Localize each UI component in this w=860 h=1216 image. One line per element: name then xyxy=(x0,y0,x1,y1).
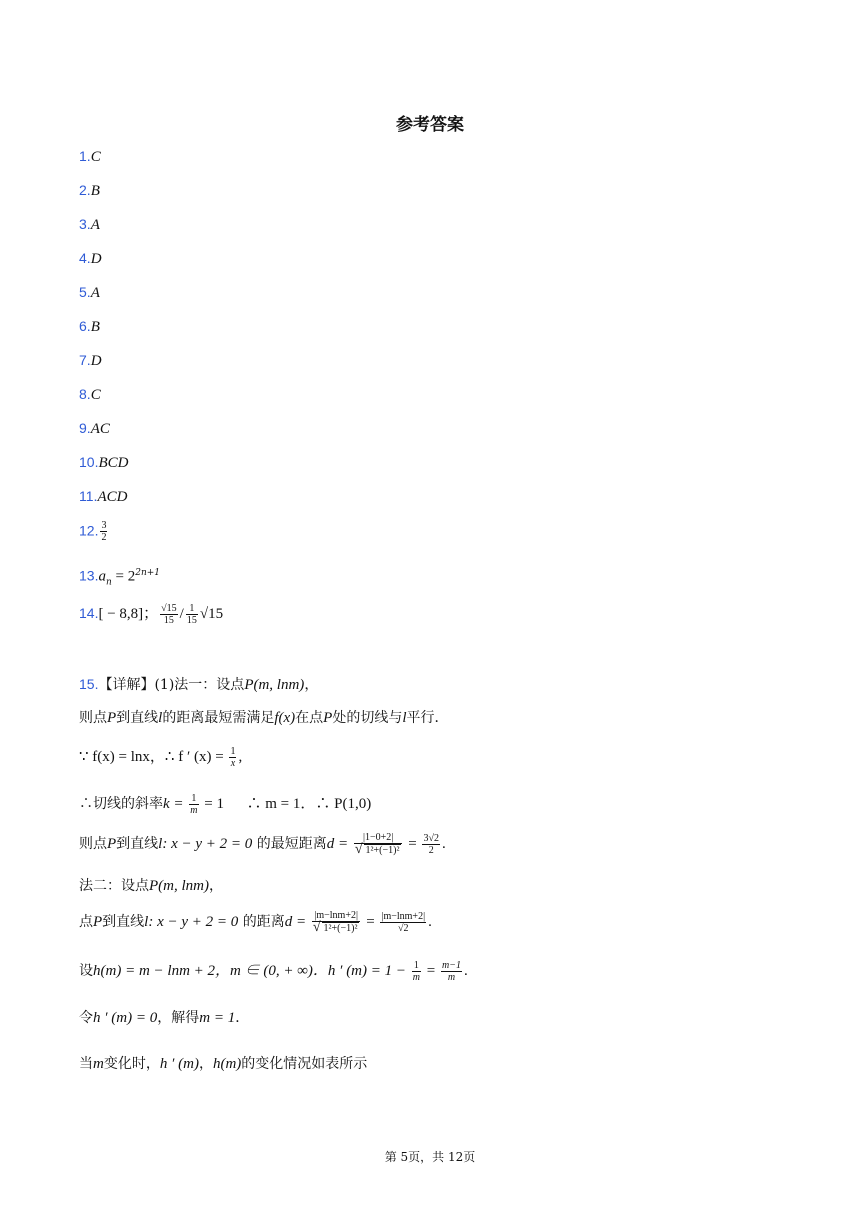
q15-line-1 xyxy=(79,674,318,694)
fraction xyxy=(354,832,403,856)
text: ∴切线的斜率 xyxy=(79,796,163,812)
denominator: 15 xyxy=(186,614,197,626)
text: 到直线 xyxy=(116,836,159,852)
answer-value: C xyxy=(90,149,101,165)
text: 在点 xyxy=(295,710,324,726)
text: ，解得 xyxy=(157,1010,200,1026)
text: 的距离最短需满足 xyxy=(162,710,275,726)
text: 则点 xyxy=(79,710,107,726)
q15-line-8 xyxy=(79,956,468,986)
q15-line-2 xyxy=(79,708,449,728)
text: 令 xyxy=(79,1010,93,1026)
text: 法二：设点 xyxy=(79,878,149,894)
answer-number: 2. xyxy=(79,182,91,198)
numerator: √15 xyxy=(161,602,177,614)
text: 当 xyxy=(79,1056,93,1072)
answer-item xyxy=(79,418,110,438)
math: l xyxy=(158,710,163,726)
fraction xyxy=(380,911,426,934)
fraction xyxy=(229,746,236,769)
sequence-term: a xyxy=(98,568,106,585)
answer-value: AC xyxy=(90,421,110,437)
answer-number: 8. xyxy=(79,386,91,402)
sqrt-sign: √ xyxy=(312,920,321,935)
math: l: x − y + 2 = 0 xyxy=(144,914,239,930)
subscript: n xyxy=(105,577,112,588)
math: . xyxy=(463,963,468,979)
math: P xyxy=(107,836,117,852)
answer-value: BCD xyxy=(98,455,129,471)
answer-item xyxy=(79,384,101,404)
math: = xyxy=(404,836,421,852)
answer-value: D xyxy=(90,353,102,369)
q15-line-10 xyxy=(79,1054,367,1074)
denominator: m xyxy=(190,804,198,816)
numerator: |m−lnm+2| xyxy=(381,910,426,922)
numerator: m−1 xyxy=(441,959,461,971)
text: 平行． xyxy=(406,710,449,726)
math: k = xyxy=(163,796,188,812)
denominator: 15 xyxy=(163,614,174,626)
math: P xyxy=(107,710,117,726)
numerator: 1 xyxy=(230,745,236,757)
math: f(x) xyxy=(274,710,296,726)
answer-12 xyxy=(79,520,109,546)
math: d = xyxy=(284,914,310,930)
math: = xyxy=(362,914,379,930)
text: 变化时， xyxy=(103,1056,160,1072)
math: = 1 ∴ m = 1．∴ P(1,0) xyxy=(200,796,372,812)
answer-number: 15. xyxy=(79,676,99,692)
fraction xyxy=(160,603,178,626)
math: P xyxy=(93,914,103,930)
answer-item xyxy=(79,214,100,234)
text: ． xyxy=(235,1010,250,1026)
math: . xyxy=(441,836,446,852)
denominator: √2 xyxy=(398,922,409,934)
denominator xyxy=(354,844,403,856)
math: l xyxy=(402,710,407,726)
q15-line-5 xyxy=(79,826,446,862)
math: l: x − y + 2 = 0 xyxy=(158,836,253,852)
answer-number: 14. xyxy=(79,605,99,621)
fraction xyxy=(312,910,361,934)
radical: √15 xyxy=(199,606,224,622)
math: = xyxy=(423,963,439,979)
math: ∵ f(x) = lnx，∴ f ′ (x) = xyxy=(79,749,228,765)
fraction xyxy=(100,520,107,543)
sqrt-sign: √ xyxy=(354,842,363,857)
denominator: x xyxy=(230,757,236,769)
numerator: 3√2 xyxy=(423,832,439,844)
fraction xyxy=(441,960,462,983)
numerator: |1−0+2| xyxy=(354,832,403,844)
exponent: 2n+1 xyxy=(135,568,161,578)
answer-value: A xyxy=(90,285,100,301)
text: ， xyxy=(198,1056,213,1072)
numerator: |m−lnm+2| xyxy=(312,910,361,922)
answer-item xyxy=(79,146,101,166)
fraction xyxy=(412,960,421,983)
denominator: 2 xyxy=(428,844,434,856)
answer-item xyxy=(79,180,100,200)
text: 到直线 xyxy=(116,710,159,726)
answer-number: 9. xyxy=(79,420,91,436)
text: 【详解】(1)法一：设点 xyxy=(98,677,245,693)
answer-14 xyxy=(79,598,223,628)
math: h ′ (m) xyxy=(159,1056,199,1072)
radicand: 1²+(−1)² xyxy=(365,845,400,856)
equation: = 2 xyxy=(111,568,136,585)
q15-line-6 xyxy=(79,876,223,896)
answer-13 xyxy=(79,563,161,588)
numerator: 1 xyxy=(412,960,421,972)
answer-number: 4. xyxy=(79,250,91,266)
answer-item xyxy=(79,486,127,506)
text: 到直线 xyxy=(102,914,145,930)
denominator xyxy=(312,922,361,934)
radicand: 1²+(−1)² xyxy=(323,923,358,934)
answer-value: B xyxy=(90,183,100,199)
math: , xyxy=(238,749,243,765)
denominator: m xyxy=(412,971,420,983)
math: d = xyxy=(326,836,352,852)
answer-item xyxy=(79,316,100,336)
numerator: 3 xyxy=(101,520,107,531)
text: 则点 xyxy=(79,836,107,852)
math: P(m, lnm) xyxy=(149,878,209,894)
answer-number: 12. xyxy=(79,522,99,539)
text: 的距离 xyxy=(238,914,285,930)
answer-number: 1. xyxy=(79,148,91,164)
q15-line-3 xyxy=(79,742,242,772)
text: 处的切线与 xyxy=(332,710,403,726)
math: . xyxy=(428,914,432,930)
answer-number: 13. xyxy=(79,567,99,584)
answer-value: D xyxy=(90,251,102,267)
slash: / xyxy=(179,606,184,622)
math: m = 1 xyxy=(199,1010,236,1026)
q15-line-9 xyxy=(79,1008,249,1028)
page-title: 参考答案 xyxy=(396,115,464,135)
answer-value: B xyxy=(90,319,100,335)
answer-item xyxy=(79,282,100,302)
text: ， xyxy=(209,878,223,894)
numerator: 1 xyxy=(186,603,198,615)
text: ， xyxy=(304,677,319,693)
text: 的变化情况如表所示 xyxy=(241,1056,368,1072)
math: h ′ (m) = 0 xyxy=(93,1010,158,1026)
text: 点 xyxy=(79,914,93,930)
text: 设 xyxy=(79,963,93,979)
math: m xyxy=(93,1056,104,1072)
q15-line-7 xyxy=(79,902,432,942)
answer-item xyxy=(79,350,102,370)
answer-number: 6. xyxy=(79,318,91,334)
math: P xyxy=(323,710,333,726)
answer-number: 11. xyxy=(79,488,98,504)
answer-item xyxy=(79,248,102,268)
denominator: m xyxy=(447,971,456,983)
numerator: 1 xyxy=(189,793,198,805)
fraction xyxy=(189,793,198,816)
q15-line-4 xyxy=(79,789,371,819)
answer-number: 3. xyxy=(79,216,91,232)
math: h(m) xyxy=(212,1056,242,1072)
page-footer: 第 5页，共 12页 xyxy=(384,1150,476,1164)
answer-number: 5. xyxy=(79,284,91,300)
fraction xyxy=(186,603,198,626)
answer-value: ACD xyxy=(97,489,128,505)
denominator: 2 xyxy=(101,532,107,543)
interval: [ − 8,8]； xyxy=(98,606,159,622)
answer-item xyxy=(79,452,128,472)
answer-number: 7. xyxy=(79,352,91,368)
math: h(m) = m − lnm + 2，m ∈ (0, + ∞)．h ′ (m) = 1 − xyxy=(93,963,410,979)
math: P(m, lnm) xyxy=(244,677,305,693)
answer-value: C xyxy=(90,387,101,403)
answer-number: 10. xyxy=(79,454,99,470)
text: 的最短距离 xyxy=(252,836,327,852)
fraction xyxy=(422,833,440,856)
answer-value: A xyxy=(90,217,100,233)
